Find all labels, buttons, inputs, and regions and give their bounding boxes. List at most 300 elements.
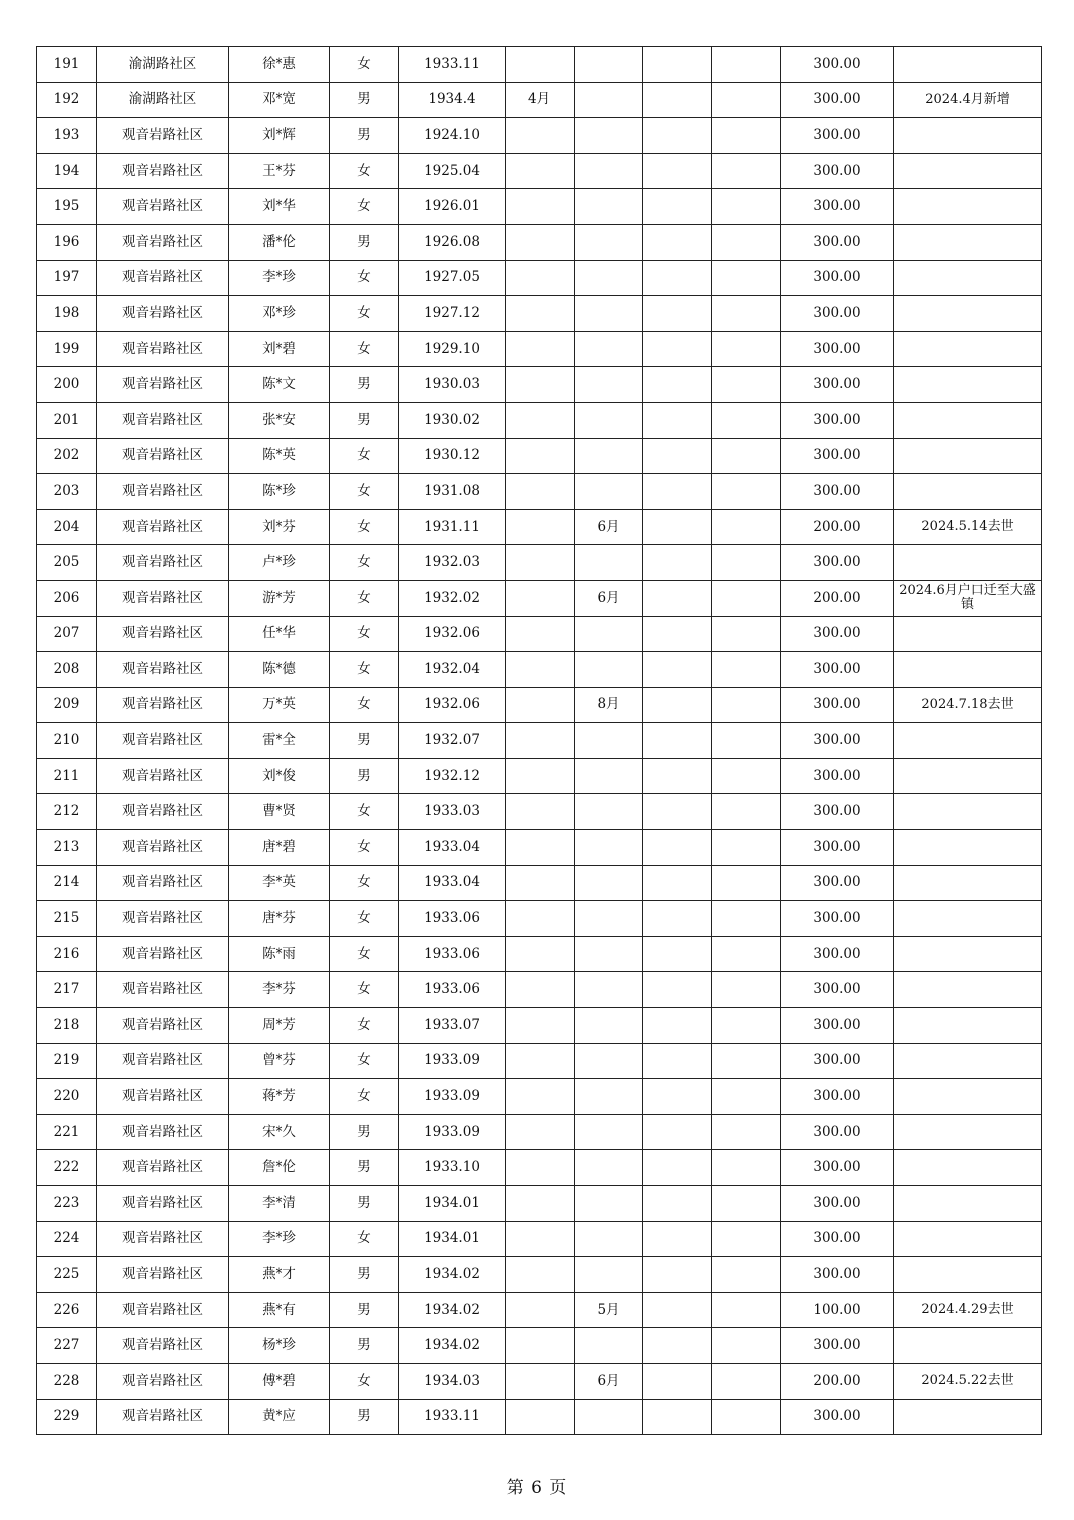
table-row [37, 652, 1042, 688]
amount-cell: 100.00 [781, 1292, 894, 1328]
table-row [37, 438, 1042, 474]
blank-cell-b [712, 972, 781, 1008]
birth-date-cell: 1931.11 [399, 509, 506, 545]
birth-date-cell: 1926.01 [399, 189, 506, 225]
row-number-cell: 216 [37, 936, 97, 972]
blank-cell-b [712, 1257, 781, 1293]
start-month-cell [506, 47, 575, 83]
start-month-cell [506, 296, 575, 332]
name-cell: 周*芳 [229, 1008, 330, 1044]
blank-cell-b [712, 545, 781, 581]
blank-cell-b [712, 865, 781, 901]
birth-date-cell: 1933.06 [399, 936, 506, 972]
birth-date-cell: 1930.12 [399, 438, 506, 474]
table-row [37, 402, 1042, 438]
blank-cell-a [643, 1292, 712, 1328]
start-month-cell [506, 758, 575, 794]
name-cell: 任*华 [229, 616, 330, 652]
remark-cell [894, 224, 1042, 260]
start-month-cell [506, 1079, 575, 1115]
allowance-table-sheet [36, 46, 1041, 1435]
birth-date-cell: 1933.06 [399, 901, 506, 937]
community-cell: 观音岩路社区 [97, 1186, 229, 1222]
row-number-cell: 229 [37, 1399, 97, 1435]
row-number-cell: 209 [37, 687, 97, 723]
table-row [37, 1221, 1042, 1257]
start-month-cell [506, 545, 575, 581]
blank-cell-b [712, 82, 781, 118]
start-month-cell [506, 972, 575, 1008]
remark-cell [894, 1008, 1042, 1044]
gender-cell: 男 [330, 1328, 399, 1364]
gender-cell: 女 [330, 580, 399, 616]
birth-date-cell: 1933.09 [399, 1043, 506, 1079]
stop-month-cell [575, 1079, 643, 1115]
table-row [37, 1363, 1042, 1399]
blank-cell-a [643, 1399, 712, 1435]
amount-cell: 300.00 [781, 652, 894, 688]
remark-cell [894, 901, 1042, 937]
community-cell: 观音岩路社区 [97, 509, 229, 545]
start-month-cell [506, 1221, 575, 1257]
stop-month-cell [575, 1399, 643, 1435]
amount-cell: 200.00 [781, 1363, 894, 1399]
gender-cell: 女 [330, 830, 399, 866]
gender-cell: 女 [330, 260, 399, 296]
amount-cell: 300.00 [781, 723, 894, 759]
name-cell: 陈*雨 [229, 936, 330, 972]
blank-cell-a [643, 687, 712, 723]
gender-cell: 女 [330, 1043, 399, 1079]
remark-cell: 2024.6月户口迁至大盛镇 [894, 580, 1042, 616]
row-number-cell: 218 [37, 1008, 97, 1044]
blank-cell-a [643, 652, 712, 688]
gender-cell: 女 [330, 47, 399, 83]
start-month-cell [506, 1008, 575, 1044]
row-number-cell: 212 [37, 794, 97, 830]
community-cell: 观音岩路社区 [97, 794, 229, 830]
community-cell: 观音岩路社区 [97, 545, 229, 581]
blank-cell-b [712, 723, 781, 759]
name-cell: 燕*才 [229, 1257, 330, 1293]
start-month-cell [506, 189, 575, 225]
table-row [37, 1008, 1042, 1044]
birth-date-cell: 1932.02 [399, 580, 506, 616]
start-month-cell [506, 1257, 575, 1293]
amount-cell: 300.00 [781, 1008, 894, 1044]
birth-date-cell: 1932.03 [399, 545, 506, 581]
blank-cell-a [643, 794, 712, 830]
community-cell: 观音岩路社区 [97, 367, 229, 403]
amount-cell: 300.00 [781, 901, 894, 937]
name-cell: 杨*珍 [229, 1328, 330, 1364]
birth-date-cell: 1933.04 [399, 830, 506, 866]
amount-cell: 200.00 [781, 580, 894, 616]
amount-cell: 300.00 [781, 474, 894, 510]
blank-cell-b [712, 331, 781, 367]
birth-date-cell: 1934.01 [399, 1186, 506, 1222]
stop-month-cell [575, 1221, 643, 1257]
blank-cell-a [643, 402, 712, 438]
start-month-cell [506, 1150, 575, 1186]
table-row [37, 830, 1042, 866]
gender-cell: 女 [330, 901, 399, 937]
name-cell: 黄*应 [229, 1399, 330, 1435]
blank-cell-b [712, 1008, 781, 1044]
community-cell: 观音岩路社区 [97, 118, 229, 154]
blank-cell-b [712, 260, 781, 296]
birth-date-cell: 1934.02 [399, 1328, 506, 1364]
birth-date-cell: 1933.06 [399, 972, 506, 1008]
stop-month-cell [575, 1186, 643, 1222]
row-number-cell: 205 [37, 545, 97, 581]
start-month-cell [506, 118, 575, 154]
row-number-cell: 204 [37, 509, 97, 545]
community-cell: 观音岩路社区 [97, 901, 229, 937]
blank-cell-b [712, 189, 781, 225]
birth-date-cell: 1924.10 [399, 118, 506, 154]
start-month-cell [506, 1186, 575, 1222]
table-row [37, 1257, 1042, 1293]
gender-cell: 女 [330, 153, 399, 189]
remark-cell [894, 1257, 1042, 1293]
birth-date-cell: 1926.08 [399, 224, 506, 260]
blank-cell-b [712, 830, 781, 866]
remark-cell [894, 972, 1042, 1008]
table-row [37, 82, 1042, 118]
stop-month-cell [575, 652, 643, 688]
start-month-cell [506, 153, 575, 189]
amount-cell: 300.00 [781, 794, 894, 830]
table-row [37, 936, 1042, 972]
community-cell: 观音岩路社区 [97, 723, 229, 759]
table-row [37, 580, 1042, 616]
gender-cell: 女 [330, 296, 399, 332]
name-cell: 李*芬 [229, 972, 330, 1008]
row-number-cell: 225 [37, 1257, 97, 1293]
community-cell: 观音岩路社区 [97, 1150, 229, 1186]
remark-cell [894, 865, 1042, 901]
name-cell: 张*安 [229, 402, 330, 438]
community-cell: 观音岩路社区 [97, 331, 229, 367]
row-number-cell: 206 [37, 580, 97, 616]
blank-cell-b [712, 652, 781, 688]
elderly-allowance-table [36, 46, 1042, 1435]
row-number-cell: 207 [37, 616, 97, 652]
table-row [37, 616, 1042, 652]
stop-month-cell [575, 1257, 643, 1293]
table-row [37, 331, 1042, 367]
community-cell: 观音岩路社区 [97, 830, 229, 866]
start-month-cell [506, 1292, 575, 1328]
community-cell: 观音岩路社区 [97, 153, 229, 189]
birth-date-cell: 1925.04 [399, 153, 506, 189]
amount-cell: 300.00 [781, 47, 894, 83]
name-cell: 刘*碧 [229, 331, 330, 367]
remark-cell [894, 1186, 1042, 1222]
blank-cell-b [712, 153, 781, 189]
blank-cell-b [712, 296, 781, 332]
row-number-cell: 223 [37, 1186, 97, 1222]
stop-month-cell [575, 260, 643, 296]
blank-cell-a [643, 1043, 712, 1079]
gender-cell: 女 [330, 865, 399, 901]
amount-cell: 300.00 [781, 936, 894, 972]
remark-cell [894, 331, 1042, 367]
start-month-cell [506, 1363, 575, 1399]
table-row [37, 153, 1042, 189]
table-row [37, 545, 1042, 581]
row-number-cell: 198 [37, 296, 97, 332]
remark-cell [894, 1043, 1042, 1079]
row-number-cell: 215 [37, 901, 97, 937]
birth-date-cell: 1933.07 [399, 1008, 506, 1044]
gender-cell: 女 [330, 1008, 399, 1044]
stop-month-cell [575, 367, 643, 403]
gender-cell: 男 [330, 1150, 399, 1186]
stop-month-cell: 6月 [575, 580, 643, 616]
remark-cell [894, 1399, 1042, 1435]
table-row [37, 723, 1042, 759]
row-number-cell: 221 [37, 1114, 97, 1150]
row-number-cell: 193 [37, 118, 97, 154]
birth-date-cell: 1930.02 [399, 402, 506, 438]
table-row [37, 224, 1042, 260]
amount-cell: 300.00 [781, 972, 894, 1008]
gender-cell: 女 [330, 474, 399, 510]
table-row [37, 47, 1042, 83]
amount-cell: 300.00 [781, 1079, 894, 1115]
birth-date-cell: 1930.03 [399, 367, 506, 403]
start-month-cell [506, 580, 575, 616]
blank-cell-a [643, 616, 712, 652]
community-cell: 观音岩路社区 [97, 1221, 229, 1257]
gender-cell: 女 [330, 1079, 399, 1115]
blank-cell-a [643, 545, 712, 581]
remark-cell: 2024.5.22去世 [894, 1363, 1042, 1399]
remark-cell: 2024.5.14去世 [894, 509, 1042, 545]
blank-cell-b [712, 1328, 781, 1364]
row-number-cell: 191 [37, 47, 97, 83]
start-month-cell [506, 474, 575, 510]
row-number-cell: 226 [37, 1292, 97, 1328]
page-number: 第 6 页 [506, 1478, 568, 1498]
start-month-cell [506, 901, 575, 937]
blank-cell-a [643, 936, 712, 972]
birth-date-cell: 1931.08 [399, 474, 506, 510]
community-cell: 观音岩路社区 [97, 224, 229, 260]
row-number-cell: 214 [37, 865, 97, 901]
name-cell: 陈*文 [229, 367, 330, 403]
table-row [37, 1186, 1042, 1222]
gender-cell: 男 [330, 1186, 399, 1222]
stop-month-cell [575, 1150, 643, 1186]
community-cell: 渝湖路社区 [97, 82, 229, 118]
community-cell: 观音岩路社区 [97, 687, 229, 723]
blank-cell-a [643, 189, 712, 225]
remark-cell [894, 189, 1042, 225]
name-cell: 潘*伦 [229, 224, 330, 260]
start-month-cell [506, 1043, 575, 1079]
blank-cell-b [712, 1079, 781, 1115]
birth-date-cell: 1927.05 [399, 260, 506, 296]
row-number-cell: 213 [37, 830, 97, 866]
blank-cell-b [712, 936, 781, 972]
name-cell: 宋*久 [229, 1114, 330, 1150]
name-cell: 徐*惠 [229, 47, 330, 83]
community-cell: 观音岩路社区 [97, 616, 229, 652]
name-cell: 刘*芬 [229, 509, 330, 545]
blank-cell-b [712, 1399, 781, 1435]
amount-cell: 300.00 [781, 82, 894, 118]
remark-cell: 2024.7.18去世 [894, 687, 1042, 723]
gender-cell: 男 [330, 1257, 399, 1293]
name-cell: 詹*伦 [229, 1150, 330, 1186]
blank-cell-a [643, 260, 712, 296]
community-cell: 观音岩路社区 [97, 865, 229, 901]
name-cell: 王*芬 [229, 153, 330, 189]
blank-cell-a [643, 1363, 712, 1399]
stop-month-cell [575, 1043, 643, 1079]
birth-date-cell: 1934.4 [399, 82, 506, 118]
table-row [37, 901, 1042, 937]
birth-date-cell: 1932.06 [399, 616, 506, 652]
start-month-cell [506, 331, 575, 367]
stop-month-cell [575, 1008, 643, 1044]
gender-cell: 男 [330, 402, 399, 438]
amount-cell: 300.00 [781, 865, 894, 901]
blank-cell-b [712, 1186, 781, 1222]
stop-month-cell [575, 545, 643, 581]
birth-date-cell: 1927.12 [399, 296, 506, 332]
name-cell: 李*清 [229, 1186, 330, 1222]
gender-cell: 女 [330, 794, 399, 830]
name-cell: 陈*德 [229, 652, 330, 688]
table-body [37, 47, 1042, 1435]
gender-cell: 男 [330, 82, 399, 118]
amount-cell: 300.00 [781, 224, 894, 260]
gender-cell: 男 [330, 1292, 399, 1328]
birth-date-cell: 1934.01 [399, 1221, 506, 1257]
table-row [37, 296, 1042, 332]
remark-cell [894, 118, 1042, 154]
birth-date-cell: 1934.02 [399, 1257, 506, 1293]
name-cell: 曹*贤 [229, 794, 330, 830]
amount-cell: 300.00 [781, 1114, 894, 1150]
amount-cell: 300.00 [781, 153, 894, 189]
community-cell: 观音岩路社区 [97, 972, 229, 1008]
blank-cell-b [712, 1292, 781, 1328]
blank-cell-a [643, 509, 712, 545]
name-cell: 邓*珍 [229, 296, 330, 332]
row-number-cell: 201 [37, 402, 97, 438]
blank-cell-b [712, 758, 781, 794]
birth-date-cell: 1933.10 [399, 1150, 506, 1186]
remark-cell [894, 1328, 1042, 1364]
blank-cell-b [712, 47, 781, 83]
blank-cell-a [643, 331, 712, 367]
stop-month-cell [575, 723, 643, 759]
gender-cell: 男 [330, 224, 399, 260]
table-row [37, 794, 1042, 830]
blank-cell-a [643, 1079, 712, 1115]
birth-date-cell: 1933.09 [399, 1114, 506, 1150]
community-cell: 观音岩路社区 [97, 1257, 229, 1293]
blank-cell-a [643, 1150, 712, 1186]
start-month-cell [506, 794, 575, 830]
blank-cell-b [712, 367, 781, 403]
name-cell: 刘*俊 [229, 758, 330, 794]
blank-cell-b [712, 474, 781, 510]
stop-month-cell [575, 936, 643, 972]
name-cell: 卢*珍 [229, 545, 330, 581]
gender-cell: 女 [330, 509, 399, 545]
gender-cell: 女 [330, 972, 399, 1008]
gender-cell: 男 [330, 1114, 399, 1150]
remark-cell [894, 723, 1042, 759]
table-row [37, 1150, 1042, 1186]
blank-cell-a [643, 296, 712, 332]
blank-cell-b [712, 616, 781, 652]
blank-cell-b [712, 1114, 781, 1150]
birth-date-cell: 1932.04 [399, 652, 506, 688]
community-cell: 观音岩路社区 [97, 1079, 229, 1115]
start-month-cell [506, 367, 575, 403]
gender-cell: 女 [330, 331, 399, 367]
stop-month-cell [575, 296, 643, 332]
remark-cell [894, 438, 1042, 474]
row-number-cell: 194 [37, 153, 97, 189]
remark-cell [894, 652, 1042, 688]
birth-date-cell: 1934.02 [399, 1292, 506, 1328]
remark-cell [894, 830, 1042, 866]
remark-cell [894, 296, 1042, 332]
community-cell: 观音岩路社区 [97, 402, 229, 438]
blank-cell-b [712, 1363, 781, 1399]
gender-cell: 女 [330, 545, 399, 581]
blank-cell-a [643, 1186, 712, 1222]
blank-cell-b [712, 224, 781, 260]
amount-cell: 300.00 [781, 758, 894, 794]
gender-cell: 女 [330, 1221, 399, 1257]
stop-month-cell [575, 758, 643, 794]
amount-cell: 300.00 [781, 1150, 894, 1186]
name-cell: 李*英 [229, 865, 330, 901]
remark-cell [894, 402, 1042, 438]
amount-cell: 200.00 [781, 509, 894, 545]
stop-month-cell [575, 47, 643, 83]
stop-month-cell [575, 865, 643, 901]
amount-cell: 300.00 [781, 331, 894, 367]
stop-month-cell [575, 1328, 643, 1364]
blank-cell-a [643, 1221, 712, 1257]
blank-cell-a [643, 1257, 712, 1293]
amount-cell: 300.00 [781, 260, 894, 296]
birth-date-cell: 1933.03 [399, 794, 506, 830]
birth-date-cell: 1934.03 [399, 1363, 506, 1399]
blank-cell-b [712, 438, 781, 474]
blank-cell-a [643, 224, 712, 260]
amount-cell: 300.00 [781, 687, 894, 723]
blank-cell-b [712, 402, 781, 438]
amount-cell: 300.00 [781, 367, 894, 403]
blank-cell-a [643, 474, 712, 510]
community-cell: 观音岩路社区 [97, 936, 229, 972]
name-cell: 邓*宽 [229, 82, 330, 118]
start-month-cell [506, 616, 575, 652]
blank-cell-b [712, 509, 781, 545]
remark-cell [894, 1114, 1042, 1150]
